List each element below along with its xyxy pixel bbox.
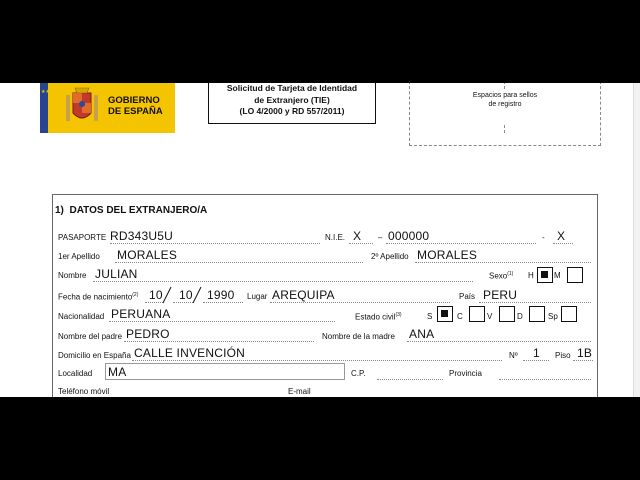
estado-v-checkbox[interactable] (499, 306, 515, 322)
vertical-scrollbar[interactable] (633, 83, 640, 397)
eu-stripe (40, 83, 68, 133)
date-slash-icon (162, 286, 172, 304)
sexo-h-checkbox[interactable] (537, 267, 553, 283)
form-title-line2: de Extranjero (TIE) (254, 94, 330, 105)
sexo-m-checkbox[interactable] (567, 267, 583, 283)
domicilio-label: Domicilio en España (58, 351, 131, 360)
fecha-label: Fecha de nacimiento$^{(2)}$ (58, 292, 139, 302)
estado-s-checkbox[interactable] (437, 306, 453, 322)
provincia-label: Provincia (449, 369, 482, 378)
padre-line (124, 341, 314, 342)
nie-label: N.I.E. (325, 233, 346, 242)
stamp-text: Espacios para sellos de registro (472, 92, 538, 108)
madre-line (407, 341, 591, 342)
numero-field[interactable]: 1 (533, 346, 540, 360)
estado-v-label: V (487, 312, 493, 321)
domicilio-line (132, 360, 502, 361)
section-datos-extranjero (52, 194, 598, 397)
cp-label: C.P. (351, 369, 366, 378)
form-title-line1: Solicitud de Tarjeta de Identidad (226, 83, 358, 93)
apellido1-field[interactable]: MORALES (117, 248, 178, 262)
section-title: 1) DATOS DEL EXTRANJERO/A (55, 205, 208, 216)
nie-dash: - (542, 233, 545, 242)
estado-sp-label: Sp (548, 312, 558, 321)
pasaporte-field[interactable]: RD343U5U (110, 229, 173, 243)
lugar-line (270, 302, 450, 303)
pasaporte-line (110, 243, 320, 244)
stamp-box (409, 83, 601, 146)
nombre-line (93, 281, 473, 282)
padre-field[interactable]: PEDRO (126, 327, 170, 341)
fecha-dia-line (145, 302, 163, 303)
apellido1-line (115, 262, 363, 263)
pais-label: País (459, 292, 476, 301)
coat-of-arms-icon (64, 87, 100, 127)
apellido1-label: 1er Apellido (58, 252, 100, 261)
estado-civil-label: Estado civil$^{(3)}$ (355, 312, 402, 322)
pais-field[interactable]: PERU (483, 288, 518, 302)
stamp-tick-top (504, 83, 505, 89)
nie-suffix-field[interactable]: X (557, 229, 566, 243)
email-label: E-mail (288, 387, 311, 396)
padre-label: Nombre del padre (58, 332, 123, 341)
apellido2-line (415, 262, 591, 263)
fecha-dia-field[interactable]: 10 (149, 288, 163, 302)
form-page (0, 83, 640, 397)
madre-field[interactable]: ANA (409, 327, 435, 341)
nacionalidad-line (109, 321, 335, 322)
form-title-box (208, 83, 376, 124)
estado-s-label: S (427, 312, 433, 321)
localidad-label: Localidad (58, 369, 93, 378)
nacionalidad-field[interactable]: PERUANA (111, 307, 171, 321)
localidad-value: MA (108, 365, 127, 379)
fecha-mes-line (173, 302, 193, 303)
piso-label: Piso (555, 351, 571, 360)
estado-d-checkbox[interactable] (529, 306, 545, 322)
date-slash-icon (192, 286, 202, 304)
sexo-m-label: M (554, 271, 561, 280)
gobierno-logo (40, 83, 175, 133)
nombre-field[interactable]: JULIAN (95, 267, 138, 281)
nombre-label: Nombre (58, 271, 87, 280)
nie-number-field[interactable]: 000000 (388, 229, 430, 243)
estado-sp-checkbox[interactable] (561, 306, 577, 322)
numero-line (523, 360, 549, 361)
stamp-tick-bottom (504, 125, 505, 133)
estado-d-label: D (517, 312, 523, 321)
nie-prefix-field[interactable]: X (353, 229, 362, 243)
estado-c-label: C (457, 312, 463, 321)
apellido2-field[interactable]: MORALES (417, 248, 478, 262)
form-title-line3: (LO 4/2000 y RD 557/2011) (239, 106, 345, 116)
madre-label: Nombre de la madre (322, 332, 395, 341)
nie-separator: – (378, 233, 383, 242)
piso-line (573, 360, 593, 361)
estado-c-checkbox[interactable] (469, 306, 485, 322)
apellido2-label: 2º Apellido (371, 252, 409, 261)
eu-stars-icon: ★★★★★★ (41, 89, 68, 95)
fecha-mes-field[interactable]: 10 (179, 288, 193, 302)
localidad-input[interactable] (105, 363, 345, 380)
logo-text: GOBIERNO DE ESPAÑA (108, 95, 163, 117)
fecha-anio-line (203, 302, 243, 303)
provincia-line[interactable] (499, 379, 591, 380)
piso-field[interactable]: 1B (577, 346, 593, 360)
pasaporte-label: PASAPORTE (58, 233, 107, 242)
sexo-label: Sexo$^{(1)}$ (489, 271, 514, 281)
pais-line (479, 302, 591, 303)
cp-line[interactable] (377, 379, 443, 380)
nacionalidad-label: Nacionalidad (58, 312, 105, 321)
sexo-h-label: H (528, 271, 534, 280)
numero-label: Nº (509, 351, 518, 360)
nie-suffix-line (553, 243, 573, 244)
telefono-label: Teléfono móvil (58, 387, 110, 396)
lugar-field[interactable]: AREQUIPA (272, 288, 335, 302)
nie-prefix-line (349, 243, 373, 244)
nie-number-line (386, 243, 536, 244)
fecha-anio-field[interactable]: 1990 (207, 288, 235, 302)
domicilio-field[interactable]: CALLE INVENCIÓN (134, 346, 246, 360)
lugar-label: Lugar (247, 292, 268, 301)
